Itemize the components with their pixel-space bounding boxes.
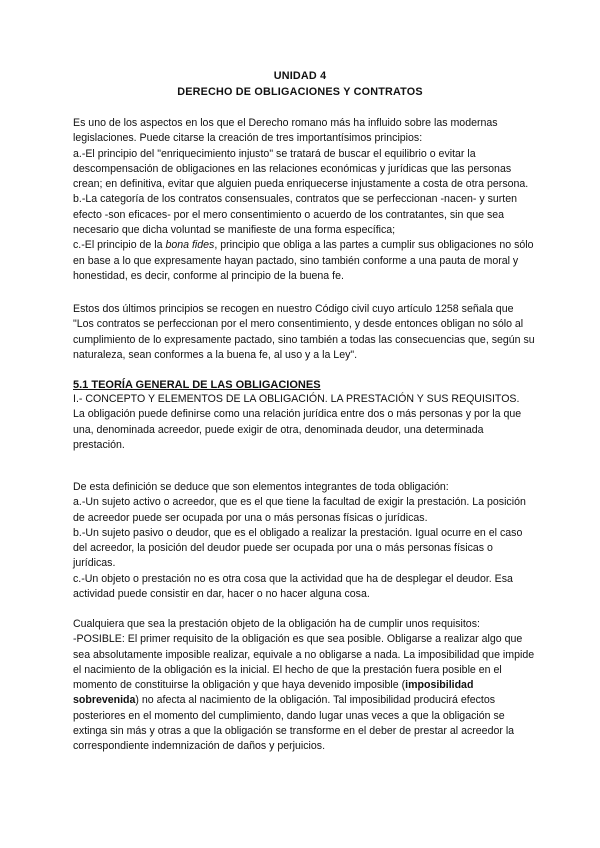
principle-b: b.-La categoría de los contratos consensuales, contratos que se perfeccionan -nacen- y surten efecto -son eficaces- por el mero consentimiento o acuerdo de los contratantes, sin que sea necesario que dicha voluntad se manifieste de una forma específica; bbox=[73, 193, 518, 237]
element-a: a.-Un sujeto activo o acreedor, que es el que tiene la facultad de exigir la prestación. La posición de acreedor puede ser ocupada por una o más personas físicas o jurídicas. bbox=[73, 496, 526, 524]
codigo-civil-paragraph: Estos dos últimos principios se recogen en nuestro Código civil cuyo artículo 1258 señala que "Los contratos se perfeccionan por el mero consentimiento, y desde entonces obligan no sólo al cumplimiento de lo expresamente pactado, sino también a todas las consecuencias que, según su naturaleza, sean conformes a la buena fe, al uso y a la Ley". bbox=[73, 303, 535, 361]
requisite-posible bbox=[73, 632, 535, 754]
principle-c bbox=[73, 238, 535, 284]
requisite-posible-lead: -POSIBLE: El primer requisito de la obligación es que sea posible. Obligarse a realizar algo que sea absolutamente imposible realizar, equivale a no obligarse a nada. La imposibilidad que impide el nacimiento de la obligación es la inicial. El hecho de que la prestación fuera posible en el momento de constituirse la obligación y que haya devenido imposible ( bbox=[73, 633, 535, 692]
principle-c-rest: , principio que obliga a las partes a cumplir sus obligaciones no sólo en base a lo que expresamente hayan pactado, sino también conforme a una pauta de moral y honestidad, es decir, conforme al principio de la buena fe. bbox=[73, 239, 534, 282]
requisite-posible-bold: imposibilidad sobrevenida bbox=[73, 679, 474, 707]
requisite-posible-rest: ) no afecta al nacimiento de la obligación. Tal imposibilidad producirá efectos posteriores en el momento del cumplimiento, dando lugar unas veces a que la obligación se extinga sin más y otras a que la obligación se transforme en el deber de prestar al acreedor la correspondiente indemnización de daños y perjuicios. bbox=[73, 694, 515, 753]
elements-intro: De esta definición se deduce que son elementos integrantes de toda obligación: bbox=[73, 481, 449, 493]
section-subheading: I.- CONCEPTO Y ELEMENTOS DE LA OBLIGACIÓN. LA PRESTACIÓN Y SUS REQUISITOS. bbox=[73, 393, 520, 405]
obligation-definition: La obligación puede definirse como una relación jurídica entre dos o más personas y por la que una, denominada acreedor, puede exigir de otra, denominada deudor, una determinada prestación. bbox=[73, 408, 522, 451]
principle-c-latin: bona fides bbox=[165, 239, 215, 252]
section-heading bbox=[73, 379, 535, 391]
section-heading-text: 5.1 TEORÍA GENERAL DE LAS OBLIGACIONES bbox=[73, 379, 321, 391]
section-intro-block bbox=[73, 392, 535, 453]
principle-a: a.-El principio del "enriquecimiento injusto" se tratará de buscar el equilibrio o evitar la descompensación de obligaciones en las relaciones económicas y jurídicas que las personas crean; en definitiva, evitar que alguien pueda enriquecerse injustamente a costa de otra persona. bbox=[73, 147, 529, 191]
document-title: DERECHO DE OBLIGACIONES Y CONTRATOS bbox=[177, 86, 423, 98]
intro-paragraph: Es uno de los aspectos en los que el Derecho romano más ha influido sobre las modernas legislaciones. Puede citarse la creación de tres importantísimos principios: bbox=[73, 117, 498, 145]
requisites-intro: Cualquiera que sea la prestación objeto de la obligación ha de cumplir unos requisitos: bbox=[73, 618, 480, 630]
requisites-block bbox=[73, 617, 535, 755]
elements-block bbox=[73, 480, 535, 602]
intro-block bbox=[73, 116, 535, 284]
element-b: b.-Un sujeto pasivo o deudor, que es el obligado a realizar la prestación. Igual ocurre en el caso del acreedor, la posición del deudor puede ser ocupada por una o más personas físicas o jurídicas. bbox=[73, 526, 523, 570]
principle-c-lead: c.-El principio de la bbox=[73, 239, 166, 252]
unit-label: UNIDAD 4 bbox=[273, 70, 327, 82]
element-c: c.-Un objeto o prestación no es otra cosa que la actividad que ha de desplegar el deudor. Esa actividad puede consistir en dar, hacer o no hacer alguna cosa. bbox=[73, 572, 513, 601]
